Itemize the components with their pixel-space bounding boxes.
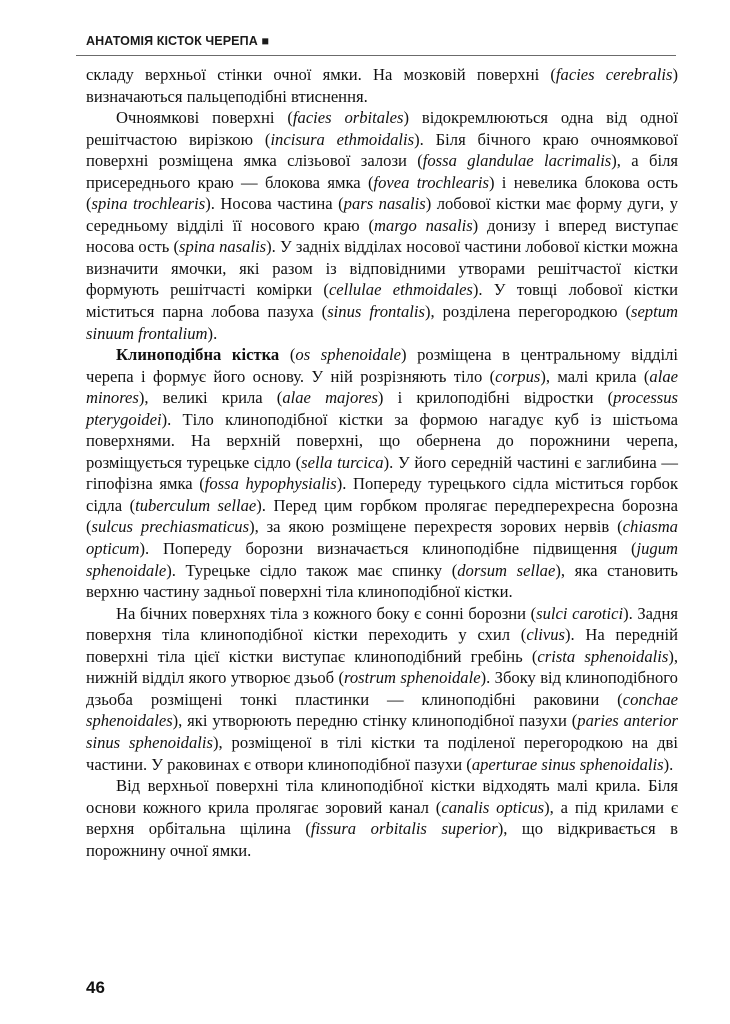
text-run: ) донизу і вперед виступає носова ость ( xyxy=(86,215,679,257)
text-run: ). Турецьке сідло також має спинку ( xyxy=(166,560,458,580)
text-run: ), малі крила ( xyxy=(540,366,650,386)
text-run: ) і невелика блокова ость ( xyxy=(86,172,678,214)
text-run: ), що відкривається в порожнину очної ямки. xyxy=(86,819,678,860)
latin-term: dorsum sellae xyxy=(457,560,556,580)
latin-term: fissura orbitalis superior xyxy=(310,819,498,839)
text-run: ), а біля присереднього краю — блокова ямка ( xyxy=(86,151,678,192)
latin-term: alae minores xyxy=(86,366,678,408)
latin-term: sulcus prechiasmaticus xyxy=(91,517,250,537)
text-run: ). Тіло клиноподібної кістки за формою нагадує куб із шістьома поверхнями. На верхній поверхні, що обернена до порожнини черепа, розміщується турецьке сідло ( xyxy=(86,409,678,472)
latin-term: fossa hypophysialis xyxy=(204,474,337,494)
text-run: ). Попереду борозни визначається клиноподібне підвищення ( xyxy=(139,539,637,559)
latin-term: corpus xyxy=(495,366,541,386)
latin-term: margo nasalis xyxy=(374,215,473,235)
latin-term: rostrum sphenoidale xyxy=(344,668,481,688)
text-run: ), розміщеної в тілі кістки та поділеної перегородкою на дві частини. У раковинах є отвори клиноподібної пазухи ( xyxy=(86,732,678,774)
latin-term: fovea trochlearis xyxy=(373,172,489,192)
text-run: ( xyxy=(279,345,296,365)
text-run: ), а під крилами є верхня орбітальна щілина ( xyxy=(86,797,678,839)
page-number: 46 xyxy=(86,978,105,997)
latin-term: processus pterygoidei xyxy=(86,388,678,429)
text-run: На бічних поверхнях тіла з кожного боку є сонні борозни ( xyxy=(116,603,537,623)
text-run: складу верхньої стінки очної ямки. На мозковій поверхні ( xyxy=(86,65,556,84)
latin-term: conchae sphenoidales xyxy=(86,689,678,731)
text-run: ). Перед цим горбком пролягає передперехресна борозна ( xyxy=(86,495,678,537)
text-run: ), великі крила ( xyxy=(138,388,283,408)
latin-term: facies orbitales xyxy=(292,108,404,128)
running-header: АНАТОМІЯ КІСТОК ЧЕРЕПА ■ xyxy=(86,34,270,48)
latin-term: sulci carotici xyxy=(536,603,624,623)
latin-term: alae majores xyxy=(282,388,378,408)
latin-term: fossa glandulae lacrimalis xyxy=(422,151,612,171)
bold-term: Клиноподібна кістка xyxy=(116,345,280,365)
paragraph-5 xyxy=(86,775,678,861)
text-run: ) відокремлюються одна від одної решітчастою вирізкою ( xyxy=(86,108,678,149)
latin-term: cellulae ethmoidales xyxy=(328,280,473,300)
latin-term: aperturae sinus sphenoidalis xyxy=(471,754,664,774)
latin-term: canalis opticus xyxy=(441,797,545,817)
latin-term: spina trochlearis xyxy=(91,194,206,214)
latin-term: sella turcica xyxy=(301,452,384,472)
text-run: ). Біля бічного краю очноямкової поверхні розміщена ямка слізьової залози ( xyxy=(86,129,678,171)
text-run: Від верхньої поверхні тіла клиноподібної кістки відходять малі крила. Біля основи кожного крила пролягає зоровий канал ( xyxy=(86,776,678,817)
text-run: ) розміщена в центральному відділі черепа і формує його основу. У ній розрізняють тіло ( xyxy=(86,345,678,386)
text-run: Очноямкові поверхні ( xyxy=(116,108,293,128)
text-run: ). У його середній частині є заглибина — гіпофізна ямка ( xyxy=(86,452,678,494)
header-rule xyxy=(76,55,676,56)
latin-term: chiasma opticum xyxy=(86,517,678,559)
latin-term: septum sinuum frontalium xyxy=(86,302,678,343)
latin-term: jugum sphenoidale xyxy=(86,539,678,580)
text-run: ). xyxy=(663,754,674,774)
paragraph-2 xyxy=(86,107,678,344)
text-run: ). У товщі лобової кістки міститься парна лобова пазуха ( xyxy=(86,280,679,322)
text-run: ), розділена перегородкою ( xyxy=(424,302,631,322)
text-run: ). Носова частина ( xyxy=(205,194,344,214)
text-run: ). У задніх відділах носової частини лобової кістки можна визначити ямочки, які разом із відповідними утворами решітчастої кістки формують решітчасті комірки ( xyxy=(86,237,679,300)
text-run: ). Збоку від клиноподібного дзьоба розміщені тонкі пластинки — клиноподібні раковини ( xyxy=(86,668,678,709)
text-run: ). На передній поверхні тіла цієї кістки виступає клиноподібний гребінь ( xyxy=(86,625,678,666)
text-run: ). xyxy=(207,323,218,343)
latin-term: os sphenoidale xyxy=(295,345,401,365)
text-run: ), за якою розміщене перехрестя зорових нервів ( xyxy=(249,517,623,537)
text-run: ) визначаються пальцеподібні втиснення. xyxy=(86,65,678,106)
text-run: ). Попереду турецького сідла міститься горбок сідла ( xyxy=(86,474,679,515)
text-run: ), нижній відділ якого утворює дзьоб ( xyxy=(86,646,679,688)
latin-term: paries anterior sinus sphenoidalis xyxy=(86,711,679,752)
text-run: ), яка становить верхню частину задньої поверхні тіла клиноподібної кістки. xyxy=(86,560,678,602)
text-run: ), які утворюють передню стінку клиноподібної пазухи ( xyxy=(172,711,578,731)
latin-term: tuberculum sellae xyxy=(135,495,257,515)
paragraph-3 xyxy=(86,344,678,603)
latin-term: facies cerebralis xyxy=(555,65,673,84)
latin-term: sinus frontalis xyxy=(327,302,425,322)
text-run: ) лобової кістки має форму дуги, у середньому відділі її носового краю ( xyxy=(86,194,678,235)
latin-term: crista sphenoidalis xyxy=(537,646,669,666)
text-run: ) і крилоподібні відростки ( xyxy=(377,388,614,408)
latin-term: pars nasalis xyxy=(343,194,426,214)
paragraph-1 xyxy=(86,64,678,107)
paragraph-4 xyxy=(86,603,678,775)
text-run: ). Задня поверхня тіла клиноподібної кістки переходить у схил ( xyxy=(86,603,678,645)
latin-term: incisura ethmoidalis xyxy=(270,129,415,149)
latin-term: clivus xyxy=(526,625,566,645)
latin-term: spina nasalis xyxy=(178,237,267,257)
body-text xyxy=(86,64,678,861)
